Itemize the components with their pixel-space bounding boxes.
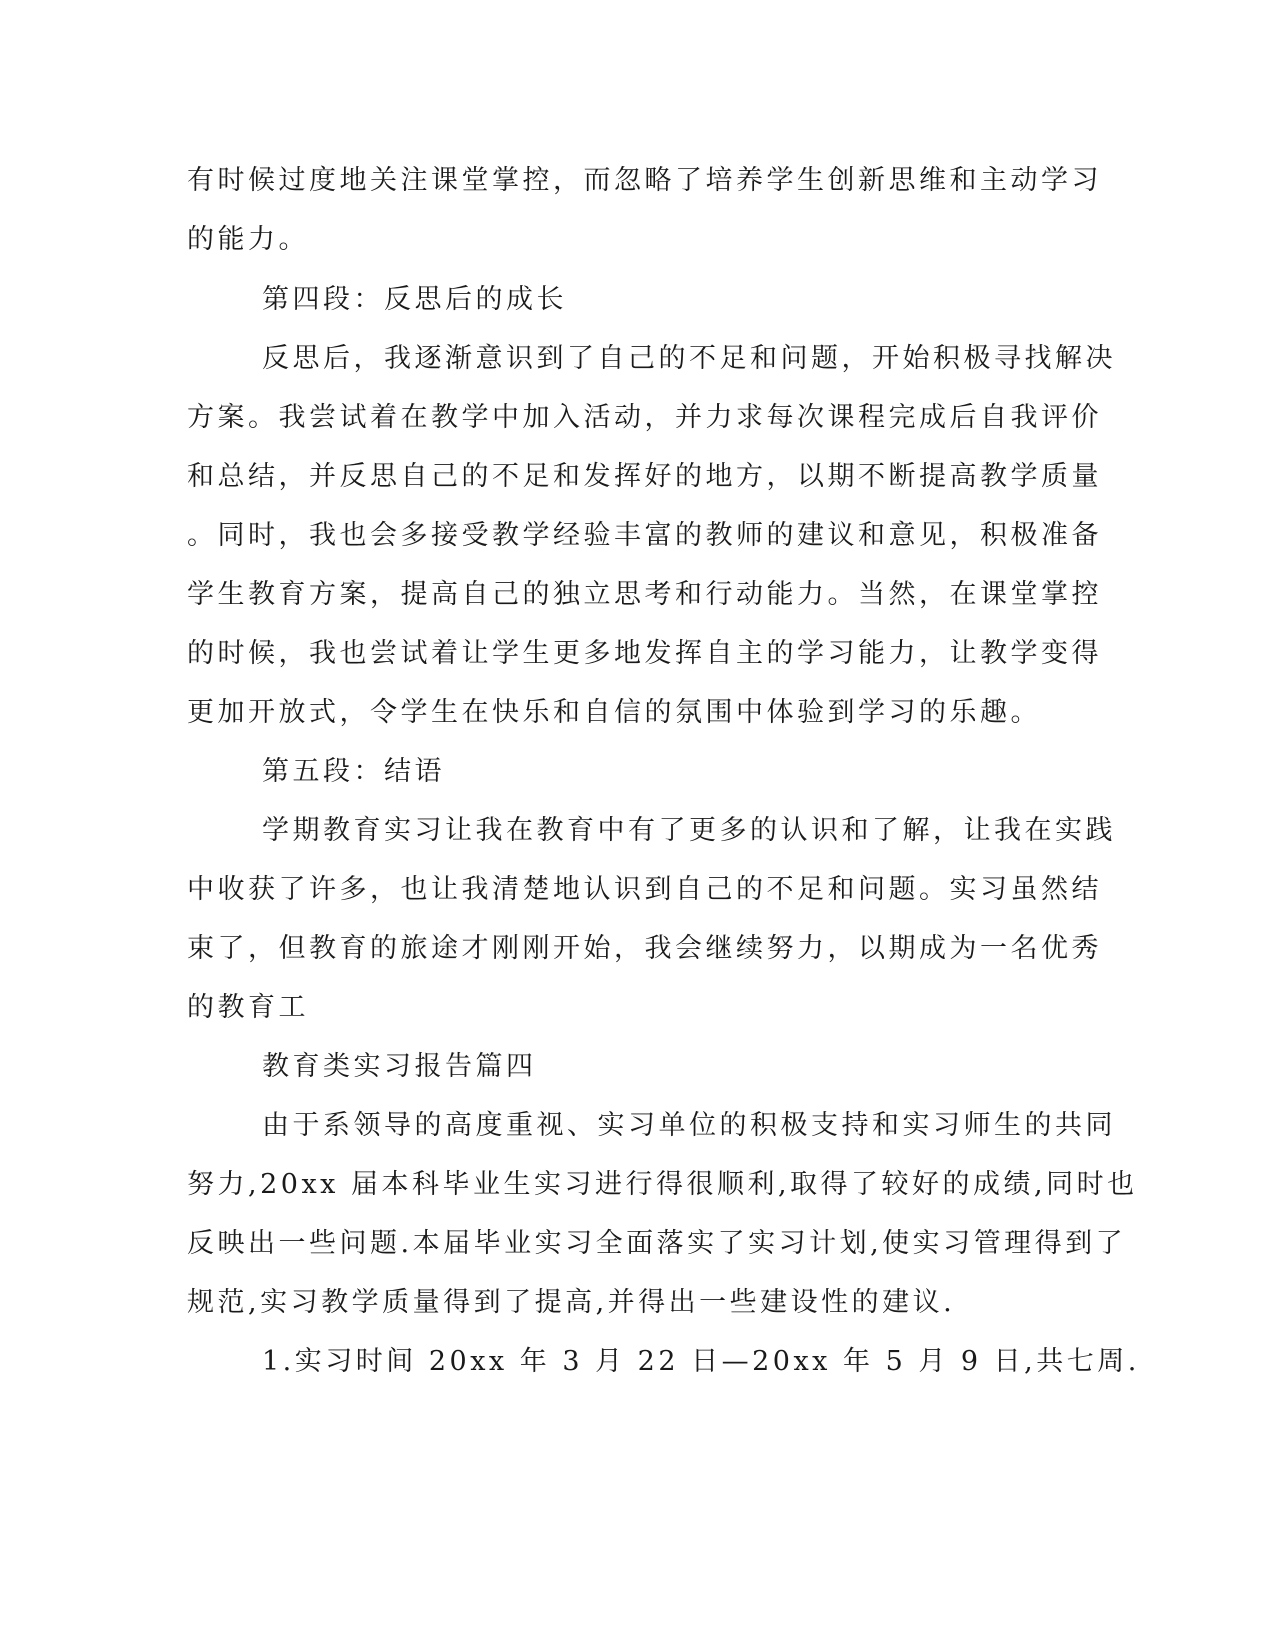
text-line: 束了，但教育的旅途才刚刚开始，我会继续努力，以期成为一名优秀 [187, 933, 1102, 964]
text-line: 反思后，我逐渐意识到了自己的不足和问题，开始积极寻找解决 [262, 343, 1116, 374]
text-line: 的时候，我也尝试着让学生更多地发挥自主的学习能力，让教学变得 [187, 638, 1102, 669]
text-line: 更加开放式，令学生在快乐和自信的氛围中体验到学习的乐趣。 [187, 697, 1041, 728]
section-heading: 第四段：反思后的成长 [262, 284, 567, 315]
text-line: 。同时，我也会多接受教学经验丰富的教师的建议和意见，积极准备 [187, 520, 1102, 551]
text-line: 和总结，并反思自己的不足和发挥好的地方，以期不断提高教学质量 [187, 461, 1102, 492]
text-line: 1.实习时间 20xx 年 3 月 22 日—20xx 年 5 月 9 日,共七周. [262, 1346, 1140, 1377]
section-heading: 教育类实习报告篇四 [262, 1051, 537, 1082]
text-line: 学期教育实习让我在教育中有了更多的认识和了解，让我在实践 [262, 815, 1116, 846]
text-line: 的能力。 [187, 224, 309, 255]
text-line: 规范,实习教学质量得到了提高,并得出一些建设性的建议. [187, 1287, 956, 1318]
text-line: 的教育工 [187, 992, 309, 1023]
text-line: 中收获了许多，也让我清楚地认识到自己的不足和问题。实习虽然结 [187, 874, 1102, 905]
text-line: 方案。我尝试着在教学中加入活动，并力求每次课程完成后自我评价 [187, 402, 1102, 433]
section-heading: 第五段：结语 [262, 756, 445, 787]
text-line: 有时候过度地关注课堂掌控，而忽略了培养学生创新思维和主动学习 [187, 165, 1102, 196]
text-line: 学生教育方案，提高自己的独立思考和行动能力。当然，在课堂掌控 [187, 579, 1102, 610]
text-line: 反映出一些问题.本届毕业实习全面落实了实习计划,使实习管理得到了 [187, 1228, 1127, 1259]
text-line: 由于系领导的高度重视、实习单位的积极支持和实习师生的共同 [262, 1110, 1116, 1141]
text-line: 努力,20xx 届本科毕业生实习进行得很顺利,取得了较好的成绩,同时也 [187, 1169, 1138, 1200]
